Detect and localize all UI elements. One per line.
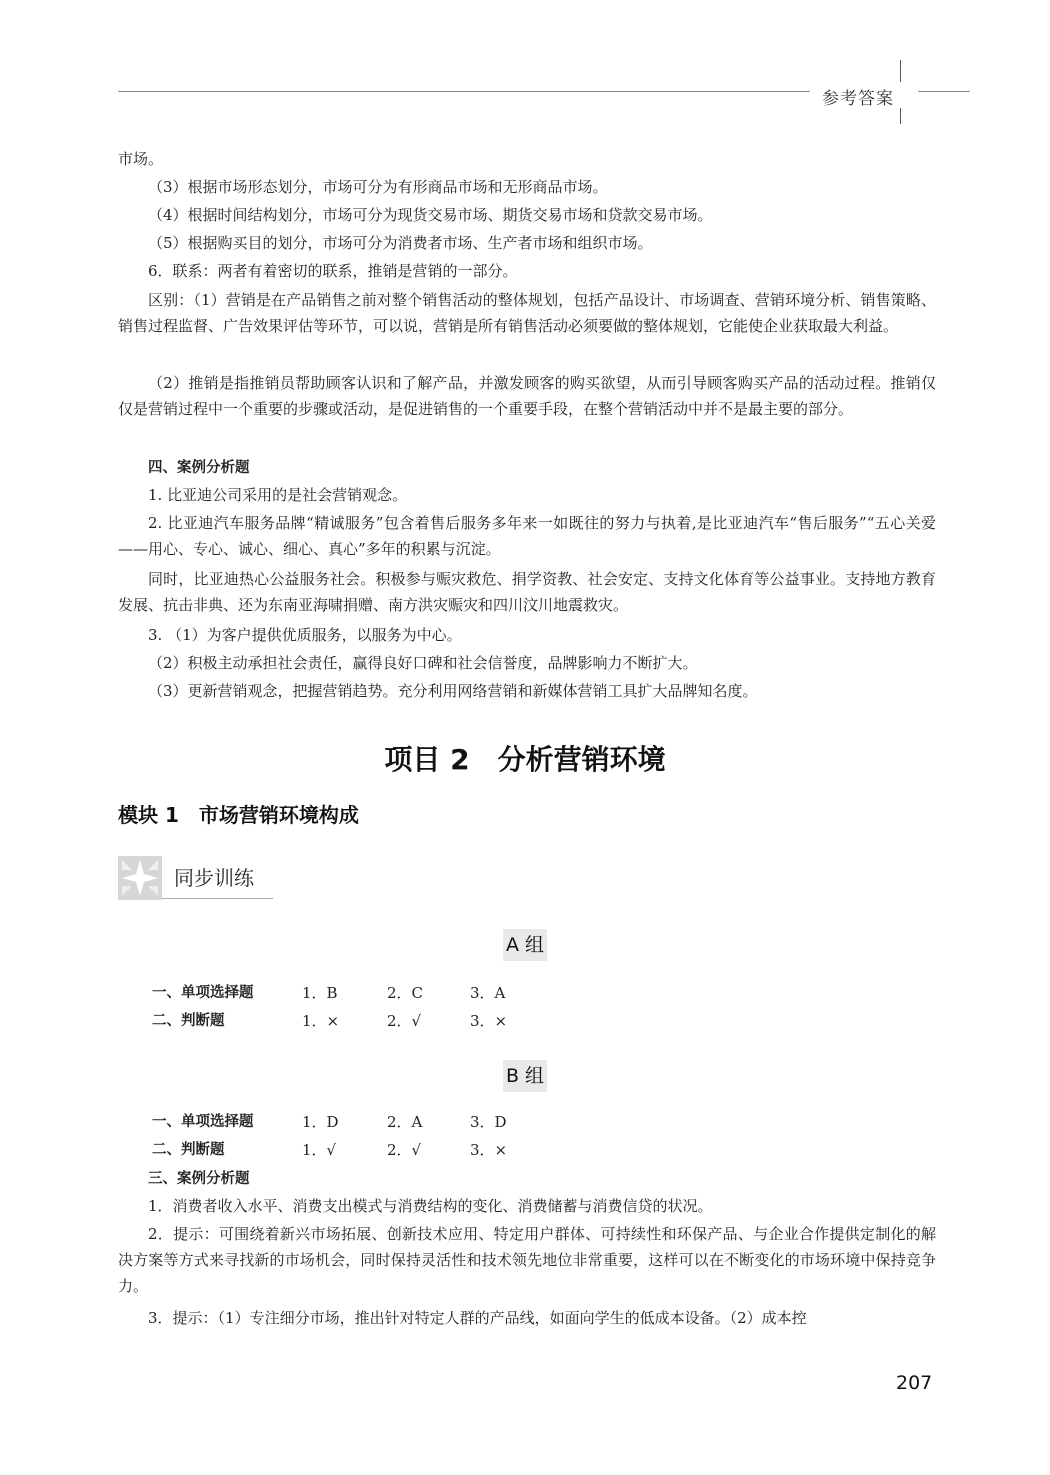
page-number: 207 [896,1372,933,1394]
paragraph: 3．提示：（1）专注细分市场，推出针对特定人群的产品线，如面向学生的低成本设备。（2）成本控 [148,1309,807,1327]
answer-row-label: 二、判断题 [152,1142,225,1158]
paragraph: （2）推销是指推销员帮助顾客认识和了解产品，并激发顾客的购买欲望，从而引导顾客购买产品的活动过程。推销仅仅是营销过程中一个重要的步骤或活动，是促进销售的一个重要手段，在整个营销活动中并不是最主要的部分。 [118,374,936,418]
answer-row-label: 二、判断题 [152,1013,225,1029]
answer-row-label: 一、单项选择题 [152,1114,254,1130]
answer-item: 2．√ [387,1141,422,1159]
star-pattern-icon [118,856,162,900]
running-header-title: 参考答案 [822,89,894,109]
paragraph: 3. （1）为客户提供优质服务，以服务为中心。 [148,626,462,644]
section-heading: 三、案例分析题 [148,1171,250,1187]
answer-item: 2．C [387,984,424,1002]
paragraph: 同时，比亚迪热心公益服务社会。积极参与赈灾救危、捐学资教、社会安定、支持文化体育等公益事业。支持地方教育发展、抗击非典、还为东南亚海啸捐赠、南方洪灾赈灾和四川汶川地震救灾。 [118,570,936,614]
answer-item: 1．D [302,1113,339,1131]
paragraph: 市场。 [118,150,164,168]
answer-item: 3．× [470,1012,508,1030]
group-a-heading: A 组 [503,929,547,961]
paragraph: 2. 比亚迪汽车服务品牌“精诚服务”包含着售后服务多年来一如既往的努力与执着,是比亚迪汽车“售后服务”“五心关爱——用心、专心、诚心、细心、真心”多年的积累与沉淀。 [118,514,936,558]
module-title: 模块 1 市场营销环境构成 [118,803,359,827]
sync-underline [162,898,273,899]
paragraph: （2）积极主动承担社会责任，赢得良好口碑和社会信誉度，品牌影响力不断扩大。 [148,654,698,672]
paragraph: 1. 比亚迪公司采用的是社会营销观念。 [148,486,408,504]
answer-item: 1．√ [302,1141,337,1159]
header-tick-bottom [900,108,901,124]
answer-item: 3．D [470,1113,507,1131]
paragraph: 6．联系：两者有着密切的联系，推销是营销的一部分。 [148,262,518,280]
paragraph: （4）根据时间结构划分，市场可分为现货交易市场、期货交易市场和贷款交易市场。 [148,206,713,224]
paragraph: 区别：（1）营销是在产品销售之前对整个销售活动的整体规划，包括产品设计、市场调查、营销环境分析、销售策略、销售过程监督、广告效果评估等环节，可以说，营销是所有销售活动必须要做的整体规划，它能使企业获取最大利益。 [118,291,936,335]
answer-item: 2．√ [387,1012,422,1030]
paragraph: （3）更新营销观念，把握营销趋势。充分利用网络营销和新媒体营销工具扩大品牌知名度。 [148,682,758,700]
paragraph: 1．消费者收入水平、消费支出模式与消费结构的变化、消费储蓄与消费信贷的状况。 [148,1197,713,1215]
answer-item: 2．A [387,1113,423,1131]
sync-training-label: 同步训练 [174,866,254,890]
header-rule-right [918,91,970,92]
paragraph: （3）根据市场形态划分，市场可分为有形商品市场和无形商品市场。 [148,178,608,196]
paragraph: 2．提示：可围绕着新兴市场拓展、创新技术应用、特定用户群体、可持续性和环保产品、与企业合作提供定制化的解决方案等方式来寻找新的市场机会，同时保持灵活性和技术领先地位非常重要，这样可以在不断变化的市场环境中保持竞争力。 [118,1225,936,1295]
group-b-heading: B 组 [503,1060,547,1092]
sync-training-banner [118,856,273,900]
section-heading: 四、案例分析题 [148,460,250,476]
answer-item: 1．× [302,1012,340,1030]
answer-item: 3．× [470,1141,508,1159]
header-rule-left [118,91,810,92]
paragraph: （5）根据购买目的划分，市场可分为消费者市场、生产者市场和组织市场。 [148,234,653,252]
project-title: 项目 2 分析营销环境 [384,743,666,776]
answer-item: 3．A [470,984,506,1002]
answer-row-label: 一、单项选择题 [152,985,254,1001]
answer-item: 1．B [302,984,338,1002]
header-tick-top [900,60,901,82]
